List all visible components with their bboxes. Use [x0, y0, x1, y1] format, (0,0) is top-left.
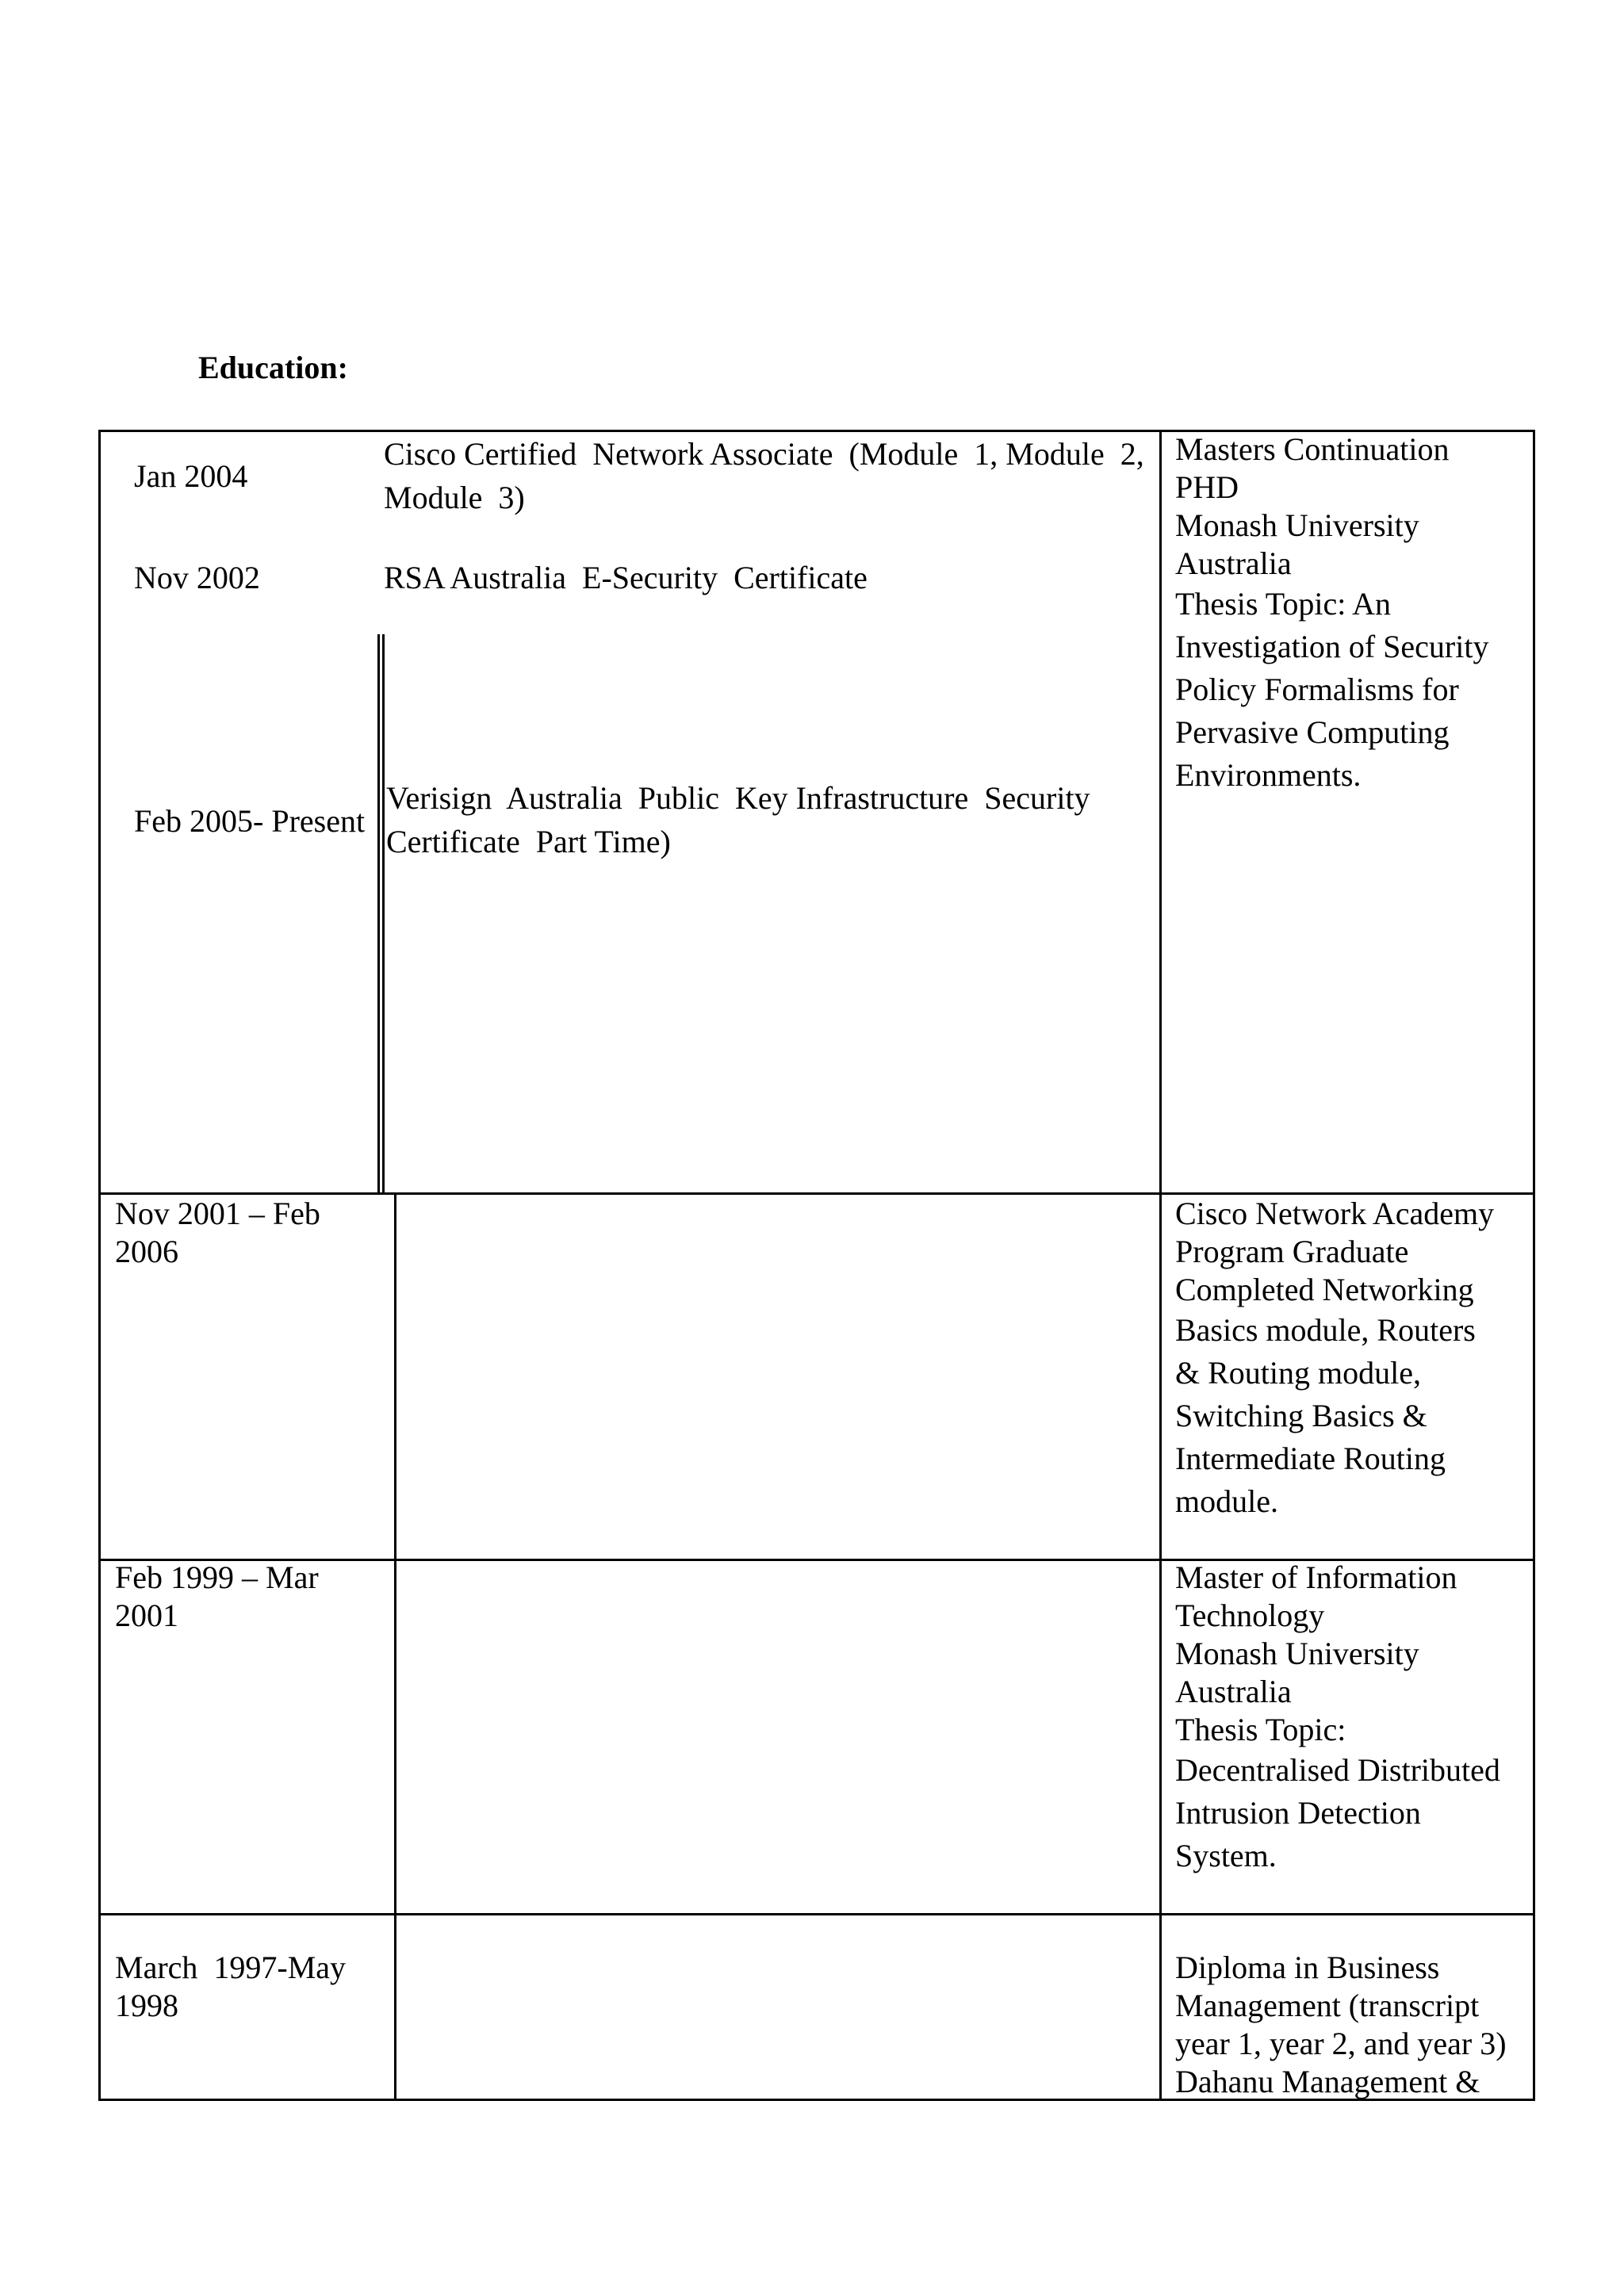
qualification-line: Monash University — [1175, 507, 1419, 543]
date-cell: Nov 2001 – Feb — [115, 1196, 320, 1231]
date-cell: 2001 — [115, 1598, 178, 1633]
column-divider — [394, 1192, 396, 2101]
date-cell: 2006 — [115, 1234, 178, 1269]
column-divider — [1159, 430, 1162, 2101]
qualification-line: Policy Formalisms for — [1175, 672, 1459, 707]
qualification-line: Monash University — [1175, 1636, 1419, 1671]
qualification-line: PHD — [1175, 469, 1239, 505]
qualification-line: Diploma in Business — [1175, 1950, 1440, 1985]
column-divider — [382, 634, 385, 1194]
qualification-line: Basics module, Routers — [1175, 1312, 1476, 1348]
date-cell: Jan 2004 — [134, 458, 248, 494]
qualification-cell — [1175, 1559, 1524, 1877]
qualification-line: year 1, year 2, and year 3) — [1175, 2026, 1507, 2061]
qualification-line: Technology — [1175, 1598, 1325, 1633]
qualification-line: Management (transcript — [1175, 1988, 1480, 2023]
qualification-line: Thesis Topic: — [1175, 1712, 1346, 1747]
qualification-line: Australia — [1175, 545, 1292, 581]
qualification-line: Master of Information — [1175, 1559, 1457, 1595]
qualification-line: module. — [1175, 1483, 1278, 1519]
qualification-line: Program Graduate — [1175, 1234, 1409, 1269]
section-heading: Education: — [198, 350, 348, 385]
date-cell: Feb 1999 – Mar — [115, 1559, 319, 1595]
qualification-cell — [1175, 430, 1524, 797]
qualification-line: Masters Continuation — [1175, 431, 1450, 467]
column-divider — [377, 634, 380, 1194]
date-cell: Nov 2002 — [134, 560, 260, 595]
qualification-line: Intrusion Detection — [1175, 1795, 1421, 1831]
qualification-line: Pervasive Computing — [1175, 714, 1450, 750]
qualification-line: Environments. — [1175, 757, 1362, 793]
qualification-line: Completed Networking — [1175, 1272, 1474, 1307]
education-entry: Certificate Part Time) — [386, 824, 671, 859]
qualification-line: Cisco Network Academy — [1175, 1196, 1495, 1231]
education-entry: RSA Australia E-Security Certificate — [384, 560, 868, 595]
qualification-line: System. — [1175, 1838, 1277, 1873]
qualification-line: Switching Basics & — [1175, 1398, 1427, 1433]
education-entry: Module 3) — [384, 480, 525, 515]
date-cell: 1998 — [115, 1988, 178, 2023]
education-entry: Verisign Australia Public Key Infrastructure Security — [386, 780, 1090, 816]
qualification-cell — [1175, 1195, 1524, 1523]
qualification-line: Thesis Topic: An — [1175, 586, 1392, 622]
qualification-line: Australia — [1175, 1674, 1292, 1709]
date-cell: March 1997-May — [115, 1950, 347, 1985]
qualification-line: Dahanu Management & — [1175, 2064, 1480, 2099]
row-divider — [98, 1913, 1535, 1915]
qualification-line: Investigation of Security — [1175, 629, 1489, 664]
date-cell: Feb 2005- Present — [134, 803, 366, 839]
qualification-line: Intermediate Routing — [1175, 1441, 1446, 1476]
education-entry: Cisco Certified Network Associate (Module 1, Module 2, — [384, 436, 1144, 472]
qualification-line: Decentralised Distributed — [1175, 1752, 1500, 1788]
qualification-cell — [1175, 1949, 1524, 2101]
qualification-line: & Routing module, — [1175, 1355, 1421, 1391]
